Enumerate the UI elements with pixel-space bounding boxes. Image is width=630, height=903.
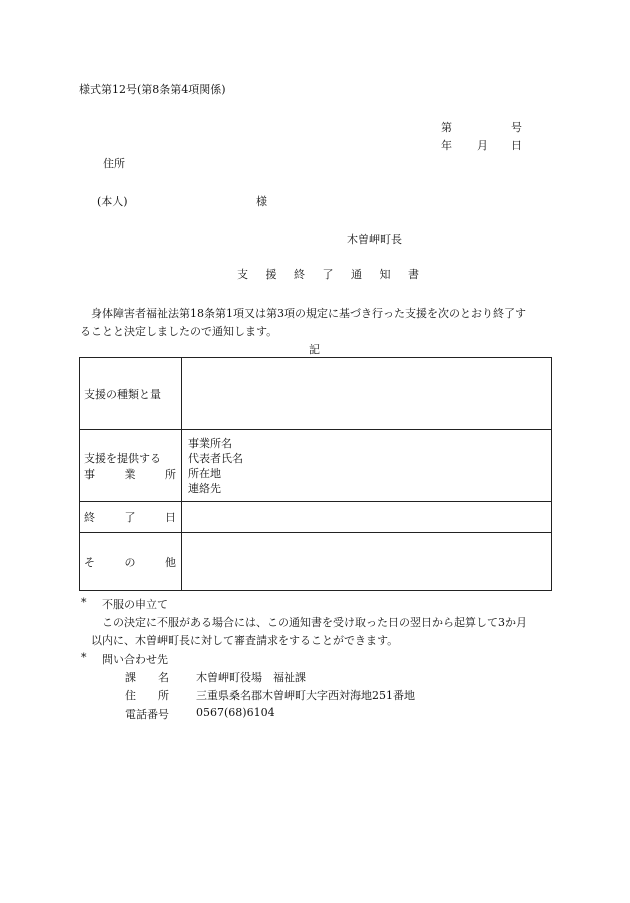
- provider-location: 所在地: [188, 466, 221, 480]
- table-row-provider: [80, 430, 552, 502]
- inquiry-phone-label: 電話番号: [125, 708, 169, 721]
- value-support-type: [182, 358, 552, 430]
- label-provider-line1: 支援を提供する: [84, 451, 161, 465]
- date-day: 日: [511, 139, 522, 152]
- ki-heading: 記: [309, 343, 320, 356]
- label-other-char: の: [124, 555, 136, 569]
- provider-office-name: 事業所名: [188, 436, 232, 450]
- provider-representative: 代表者氏名: [188, 451, 243, 465]
- provider-contact: 連絡先: [188, 481, 221, 495]
- inquiry-dept-label: 課 名: [125, 671, 169, 684]
- body-line-1: 身体障害者福祉法第18条第1項又は第3項の規定に基づき行った支援を次のとおり終了す: [91, 307, 526, 320]
- value-provider: [182, 430, 552, 502]
- label-provider-char: 業: [124, 467, 136, 481]
- table-row-other: [80, 533, 552, 591]
- inquiry-phone-value: 0567(68)6104: [196, 706, 275, 719]
- document-title: 支 援 終 了 通 知 書: [237, 268, 421, 281]
- inquiry-address-value: 三重県桑名郡木曽岬町大字西対海地251番地: [196, 689, 415, 702]
- honorific-sama: 様: [256, 195, 267, 208]
- objection-title: 不服の申立て: [102, 598, 168, 611]
- label-provider-char: 所: [165, 467, 176, 481]
- recipient-label: (本人): [97, 195, 128, 208]
- value-other: [182, 533, 552, 591]
- issuer-name: 木曽岬町長: [347, 233, 402, 246]
- objection-line-1: この決定に不服がある場合には、この通知書を受け取った日の翌日から起算して3か月: [102, 616, 527, 629]
- date-year: 年: [441, 139, 452, 152]
- label-other: [80, 533, 182, 591]
- table-row-end-date: [80, 502, 552, 533]
- support-table: [79, 357, 552, 591]
- inquiry-address-label: 住 所: [125, 689, 169, 702]
- label-support-type-text: 支援の種類と量: [84, 387, 161, 401]
- label-provider: [80, 430, 182, 502]
- inquiry-bullet: *: [81, 651, 87, 664]
- label-end-date-char: 了: [124, 511, 136, 524]
- objection-line-2: 以内に、木曽岬町長に対して審査請求をすることができます。: [91, 634, 399, 647]
- inquiry-dept-value: 木曽岬町役場 福祉課: [196, 671, 306, 684]
- date-month: 月: [477, 139, 488, 152]
- inquiry-title: 問い合わせ先: [102, 653, 168, 666]
- table-row-support-type: [80, 358, 552, 430]
- label-end-date: [80, 502, 182, 533]
- form-number-label: 様式第12号(第8条第4項関係): [79, 83, 226, 96]
- label-end-date-char: 終: [84, 511, 95, 524]
- doc-number-go: 号: [511, 121, 522, 134]
- label-end-date-char: 日: [165, 511, 176, 524]
- label-provider-line2: [84, 466, 176, 482]
- label-other-char: そ: [84, 555, 95, 569]
- body-line-2: ることと決定しましたので通知します。: [80, 325, 278, 338]
- label-other-char: 他: [165, 555, 176, 569]
- label-provider-char: 事: [84, 467, 95, 481]
- address-label: 住所: [103, 157, 125, 170]
- label-support-type: [80, 358, 182, 430]
- objection-bullet: *: [81, 596, 87, 609]
- doc-number-dai: 第: [441, 121, 452, 134]
- value-end-date: [182, 502, 552, 533]
